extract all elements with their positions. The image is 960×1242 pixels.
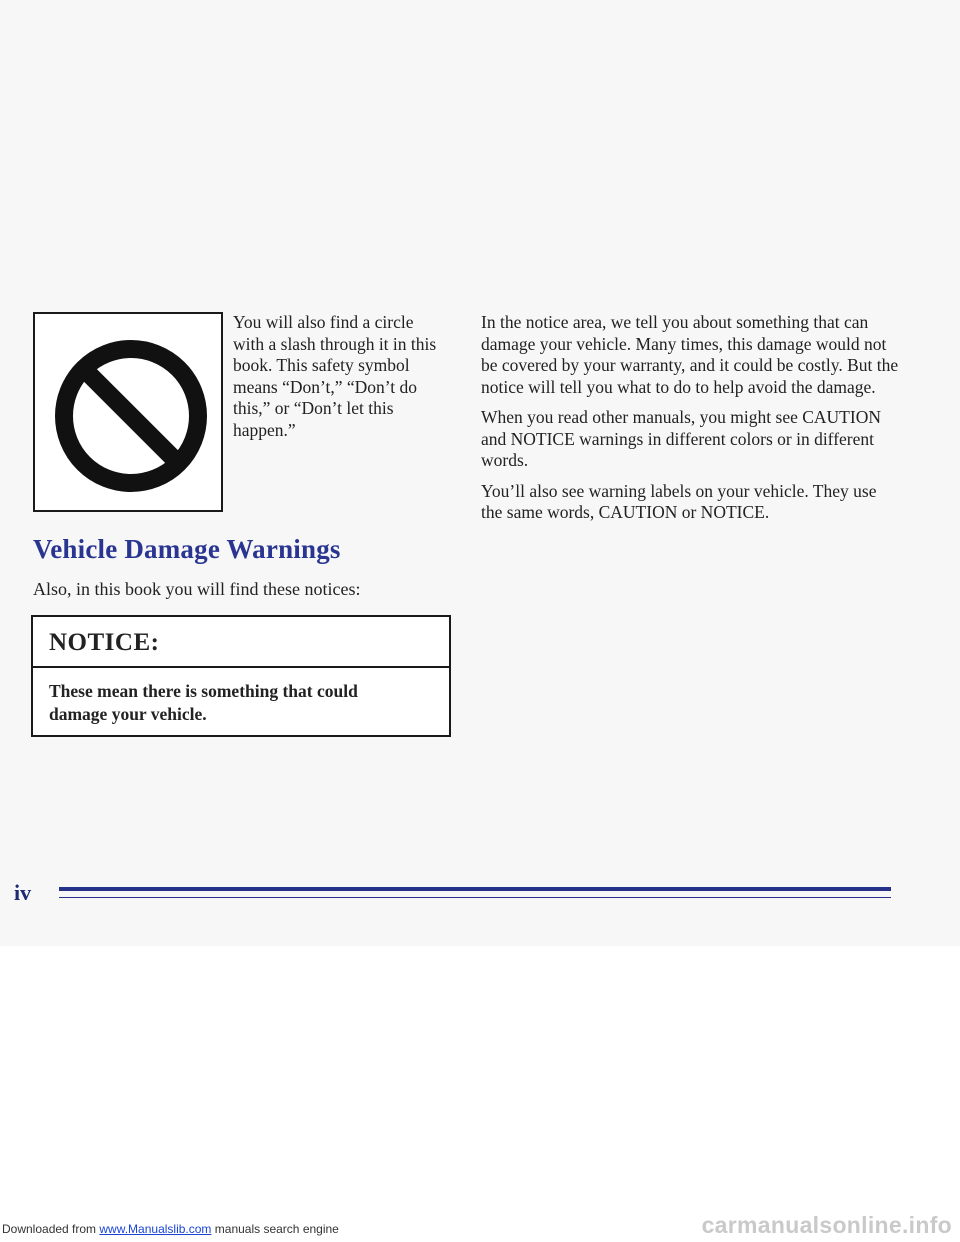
notice-divider [33, 666, 449, 668]
paragraph: In the notice area, we tell you about something that can damage your vehicle. Many times, this damage would not be covered by your warranty, and it could be costly. But the notice will tell you what to do to help avoid the damage. [481, 312, 899, 397]
paragraph: When you read other manuals, you might see CAUTION and NOTICE warnings in different colors or in different words. [481, 407, 881, 470]
notice-title: NOTICE: [49, 629, 160, 656]
download-footer [2, 1222, 339, 1236]
safety-symbol-box [33, 312, 223, 512]
right-column [481, 312, 901, 533]
prohibition-symbol-icon [41, 330, 217, 500]
notice-body: These mean there is something that could damage your vehicle. [49, 681, 358, 724]
notice-box [31, 615, 451, 737]
footer-rule-thin [59, 897, 891, 898]
section-heading: Vehicle Damage Warnings [33, 534, 341, 564]
paragraph: You’ll also see warning labels on your vehicle. They use the same words, CAUTION or NOTICE. [481, 480, 877, 522]
symbol-description: You will also find a circle with a slash through it in this book. This safety symbol means “Don’t,” “Don’t do this,” or “Don’t let this happen.” [233, 312, 437, 440]
page-number: iv [14, 880, 32, 905]
footer-prefix: Downloaded from [2, 1222, 100, 1236]
section-lead: Also, in this book you will find these notices: [33, 579, 361, 599]
footer-rule-thick [59, 887, 891, 891]
watermark: carmanualsonline.info [701, 1212, 952, 1238]
footer-suffix: manuals search engine [211, 1222, 339, 1236]
manualslib-link[interactable]: www.Manualslib.com [99, 1222, 212, 1236]
